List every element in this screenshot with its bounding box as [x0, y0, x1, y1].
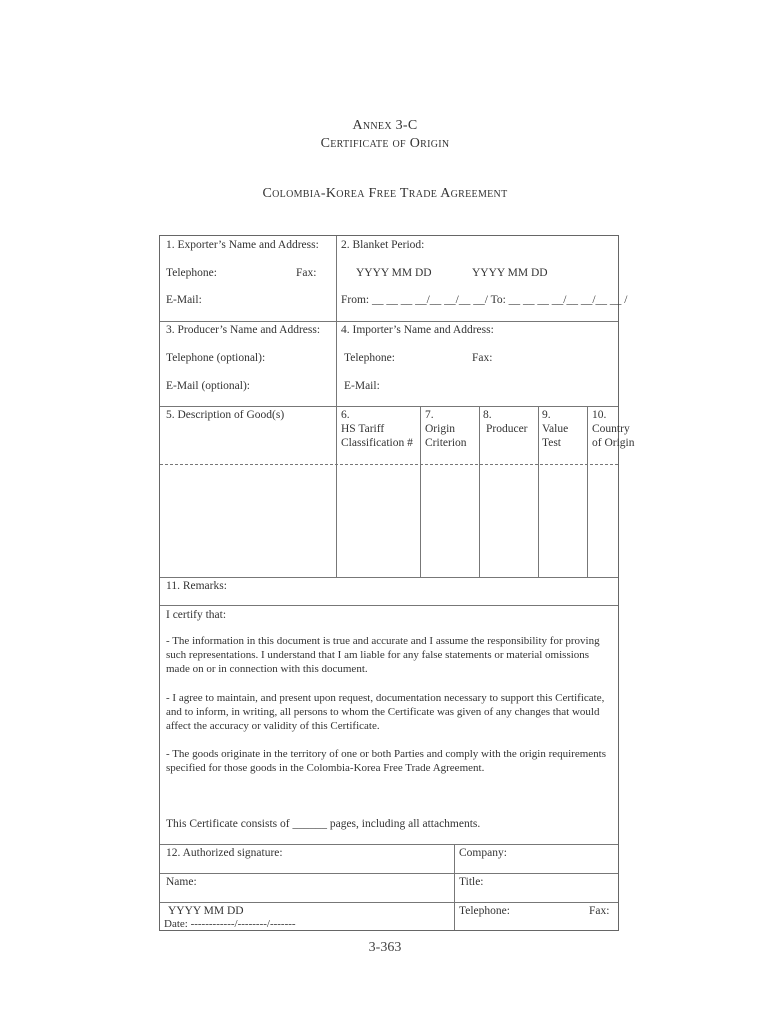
certificate-form [159, 235, 635, 931]
producer-telephone-label: Telephone (optional): [166, 352, 266, 364]
column-divider [336, 236, 337, 577]
value-test-header-line2: Test [542, 437, 561, 449]
importer-fax-label: Fax: [472, 352, 493, 364]
name-label: Name: [166, 876, 197, 888]
signature-telephone-label: Telephone: [459, 905, 510, 917]
column-divider [420, 406, 421, 577]
producer-header-line1: Producer [486, 423, 528, 435]
hs-tariff-header-line1: HS Tariff [341, 423, 385, 435]
divider [160, 406, 618, 407]
value-test-header-line1: Value [542, 423, 569, 435]
certify-paragraph-3: - The goods originate in the territory of one or both Parties and comply with the origin requirements specified for those goods in the Colombia-Korea Free Trade Agreement. [166, 748, 606, 774]
divider [160, 464, 618, 465]
title-label: Title: [459, 876, 484, 888]
signature-date-field: Date: ------------/--------/------- [164, 918, 296, 930]
column-divider [538, 406, 539, 577]
blanket-period-range: From: __ __ __ __/__ __/__ __/ To: __ __ __ __/__ __/__ __ / [341, 294, 628, 306]
company-label: Company: [459, 847, 507, 859]
origin-criterion-header-line1: Origin [425, 423, 456, 435]
column-divider [587, 406, 588, 577]
country-of-origin-header-num: 10. [592, 409, 607, 421]
producer-email-label: E-Mail (optional): [166, 380, 250, 392]
blanket-period-label: 2. Blanket Period: [341, 239, 425, 251]
certify-paragraph-2: - I agree to maintain, and present upon request, documentation necessary to support this Certificate, and to inform, in writing, all persons to whom the Certificate was given of any changes that would affect the accuracy or validity of this Certificate. [166, 692, 605, 732]
divider [160, 577, 618, 578]
exporter-fax-label: Fax: [296, 267, 317, 279]
blanket-to-format: YYYY MM DD [472, 267, 548, 279]
producer-label: 3. Producer’s Name and Address: [166, 324, 321, 336]
page-number: 3-363 [368, 940, 402, 955]
importer-label: 4. Importer’s Name and Address: [341, 324, 494, 336]
value-test-header-num: 9. [542, 409, 551, 421]
divider [160, 605, 618, 606]
blanket-from-format: YYYY MM DD [356, 267, 432, 279]
origin-criterion-header-num: 7. [425, 409, 434, 421]
hs-tariff-header-num: 6. [341, 409, 350, 421]
importer-telephone-label: Telephone: [344, 352, 395, 364]
certify-intro: I certify that: [166, 609, 227, 621]
country-of-origin-header-line2: of Origin [592, 437, 635, 449]
agreement-title: Colombia-Korea Free Trade Agreement [262, 186, 508, 201]
divider [160, 873, 618, 874]
exporter-label: 1. Exporter’s Name and Address: [166, 239, 319, 251]
certificate-title: Certificate of Origin [320, 136, 450, 151]
signature-date-format: YYYY MM DD [168, 905, 244, 917]
column-divider [479, 406, 480, 577]
pages-statement: This Certificate consists of ______ pages, including all attachments. [166, 818, 481, 830]
producer-header-num: 8. [483, 409, 492, 421]
divider [160, 321, 618, 322]
signature-fax-label: Fax: [589, 905, 610, 917]
column-divider [454, 844, 455, 930]
annex-title: Annex 3-C [352, 118, 418, 133]
exporter-email-label: E-Mail: [166, 294, 202, 306]
divider [160, 844, 618, 845]
description-of-goods-header: 5. Description of Good(s) [166, 409, 285, 421]
divider [160, 902, 618, 903]
country-of-origin-header-line1: Country [592, 423, 630, 435]
hs-tariff-header-line2: Classification # [341, 437, 413, 449]
exporter-telephone-label: Telephone: [166, 267, 217, 279]
authorized-signature-label: 12. Authorized signature: [166, 847, 283, 859]
remarks-label: 11. Remarks: [166, 580, 227, 592]
importer-email-label: E-Mail: [344, 380, 380, 392]
certify-paragraph-1: - The information in this document is true and accurate and I assume the responsibility for proving such representations. I understand that I am liable for any false statements or material omissions made on or in connection with this document. [166, 635, 600, 675]
origin-criterion-header-line2: Criterion [425, 437, 467, 449]
